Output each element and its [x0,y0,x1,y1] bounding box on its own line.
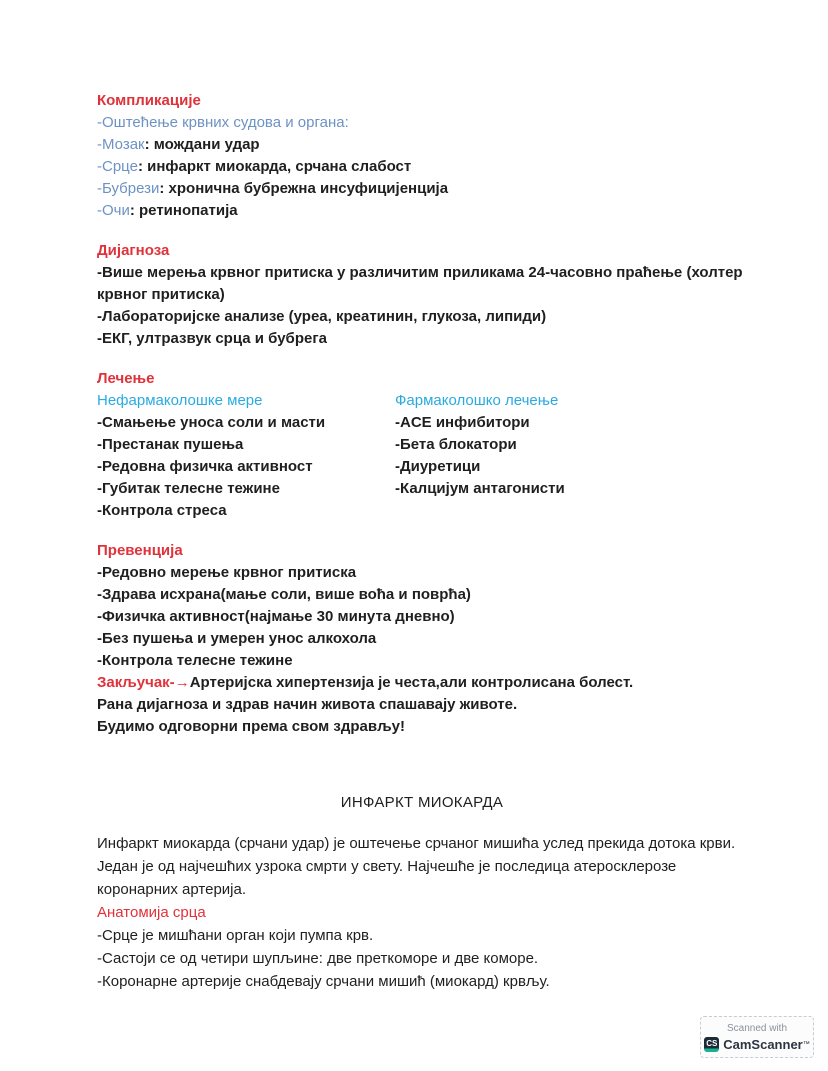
conclusion-line: Рана дијагноза и здрав начин живота спашавају животе. [97,696,518,713]
column-heading: Фармаколошко лечење [395,392,559,409]
list-item: -Контрола телесне тежине [97,652,293,669]
list-item [97,134,747,156]
list-item: -Лабораторијске анализе (уреа, креатинин, глукоза, липиди) [97,308,547,325]
list-item: -Контрола стреса [97,502,227,519]
prevention-heading: Превенција [97,542,183,559]
conclusion-label: Закључак- [97,674,175,691]
list-item: -Коронарне артерије снабдевају срчани мишић (миокард) крвљу. [97,973,550,990]
paragraph-line: Један је од најчешћих узрока смрти у свету. Најчешће је последица атеросклерозе коронарних артерија. [97,858,677,898]
complications-subheading: -Оштећење крвних судова и органа: [97,114,349,131]
list-item: -Здрава исхрана(мање соли, више воћа и поврћа) [97,586,471,603]
item-label: -Мозак [97,136,145,153]
conclusion-line: Будимо одговорни према свом здрављу! [97,718,405,735]
document-body [97,90,747,1011]
list-item: -ACE инфибитори [395,414,530,431]
item-text: : инфаркт миокарда, срчана слабост [137,158,412,175]
list-item: -Губитак телесне тежине [97,480,280,497]
section-prevention [97,540,747,738]
complications-heading: Компликације [97,92,201,109]
treatment-heading: Лечење [97,370,155,387]
list-item [97,200,747,222]
trademark-symbol: ™ [802,1040,810,1048]
list-item: -Без пушења и умерен унос алкохола [97,630,377,647]
diagnosis-heading: Дијагноза [97,242,170,259]
camscanner-brand-name [723,1037,809,1052]
treatment-columns [97,390,747,522]
conclusion-line [97,672,747,694]
scanned-with-label: Scanned with [726,1022,788,1034]
item-text: : мождани удар [144,136,260,153]
list-item [97,178,747,200]
arrow-right-icon: → [174,674,190,691]
treatment-column-nonpharmacological [97,390,395,522]
list-item: -Састоји се од четири шупљине: две преткоморе и две коморе. [97,950,539,967]
section-treatment [97,368,747,522]
list-item [97,156,747,178]
paragraph-line: Инфаркт миокарда (срчани удар) је оштечење срчаног мишића услед прекида дотока крви. [97,835,736,852]
list-item: -Срце је мишћани орган који пумпа крв. [97,927,374,944]
list-item: -Престанак пушења [97,436,244,453]
treatment-column-pharmacological [395,390,747,522]
section-complications [97,90,747,222]
section-infarction [97,832,747,993]
section-diagnosis [97,240,747,350]
conclusion-text: Артеријска хипертензија је честа,али контролисана болест. [189,674,634,691]
list-item: -Диуретици [395,458,481,475]
list-item: -Редовна физичка активност [97,458,313,475]
anatomy-heading: Анатомија срца [97,904,206,921]
list-item: -Физичка активност(најмање 30 минута дневно) [97,608,455,625]
list-item: -ЕКГ, ултразвук срца и бубрега [97,330,327,347]
list-item: -Калцијум антагонисти [395,480,565,497]
item-label: -Срце [97,158,138,175]
camscanner-watermark-badge[interactable] [700,1016,814,1058]
camscanner-logo-icon: CS [704,1037,719,1052]
column-heading: Нефармаколошке мере [97,392,263,409]
item-text: : ретинопатија [129,202,238,219]
list-item: -Редовно мерење крвног притиска [97,564,357,581]
list-item: -Бета блокатори [395,436,517,453]
list-item: -Више мерења крвног притиска у различитим приликама 24-часовно праћење (холтер крвног притиска) [97,264,743,303]
brand-text: CamScanner [723,1036,803,1052]
item-label: -Очи [97,202,130,219]
list-item: -Смањење уноса соли и масти [97,414,326,431]
item-text: : хронична бубрежна инсуфицијенција [159,180,449,197]
camscanner-brand-row [704,1037,809,1052]
item-label: -Бубрези [97,180,160,197]
infarction-title: ИНФАРКТ МИОКАРДА [340,794,504,811]
